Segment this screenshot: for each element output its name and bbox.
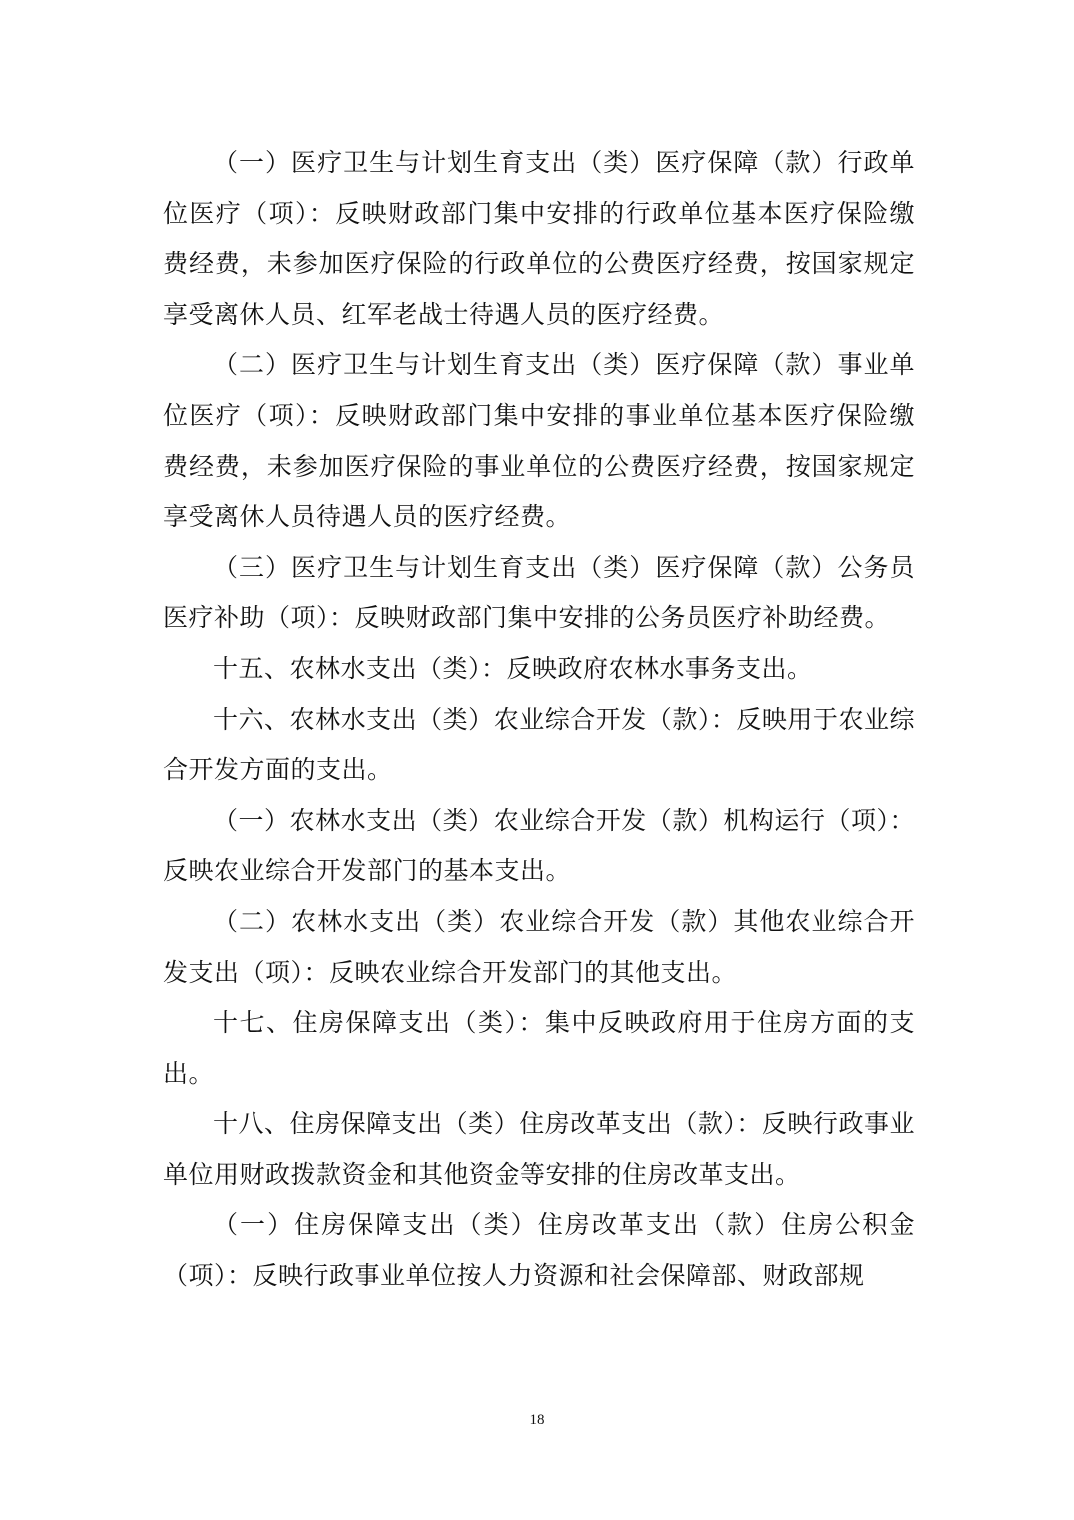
paragraph-agri-development: 十六、农林水支出（类）农业综合开发（款）：反映用于农业综合开发方面的支出。	[163, 704, 915, 785]
paragraph-housing-reform: 十八、住房保障支出（类）住房改革支出（款）：反映行政事业单位用财政拨款资金和其他资金等安排的住房改革支出。	[163, 1109, 915, 1189]
paragraph-medical-institution: （二）医疗卫生与计划生育支出（类）医疗保障（款）事业单位医疗（项）：反映财政部门集中安排的事业单位基本医疗保险缴费经费，未参加医疗保险的事业单位的公费医疗经费，按国家规定享受离休人员待遇人员的医疗经费。	[163, 350, 915, 532]
paragraph-agri-operation: （一）农林水支出（类）农业综合开发（款）机构运行（项）：反映农业综合开发部门的基本支出。	[163, 805, 915, 886]
paragraph-medical-admin: （一）医疗卫生与计划生育支出（类）医疗保障（款）行政单位医疗（项）：反映财政部门集中安排的行政单位基本医疗保险缴费经费，未参加医疗保险的行政单位的公费医疗经费，按国家规定享受离休人员、红军老战士待遇人员的医疗经费。	[163, 148, 915, 329]
paragraph-housing-fund: （一）住房保障支出（类）住房改革支出（款）住房公积金（项）：反映行政事业单位按人力资源和社会保障部、财政部规	[163, 1210, 915, 1291]
page-number: 18	[529, 1412, 545, 1428]
paragraph-housing-category: 十七、住房保障支出（类）：集中反映政府用于住房方面的支出。	[163, 1008, 915, 1088]
body-text	[163, 138, 915, 1302]
paragraph-agri-other: （二）农林水支出（类）农业综合开发（款）其他农业综合开发支出（项）：反映农业综合开发部门的其他支出。	[163, 906, 915, 987]
paragraph-agriculture-category: 十五、农林水支出（类）：反映政府农林水事务支出。	[213, 653, 813, 683]
paragraph-civil-servant-medical: （三）医疗卫生与计划生育支出（类）医疗保障（款）公务员医疗补助（项）：反映财政部门集中安排的公务员医疗补助经费。	[163, 552, 915, 633]
